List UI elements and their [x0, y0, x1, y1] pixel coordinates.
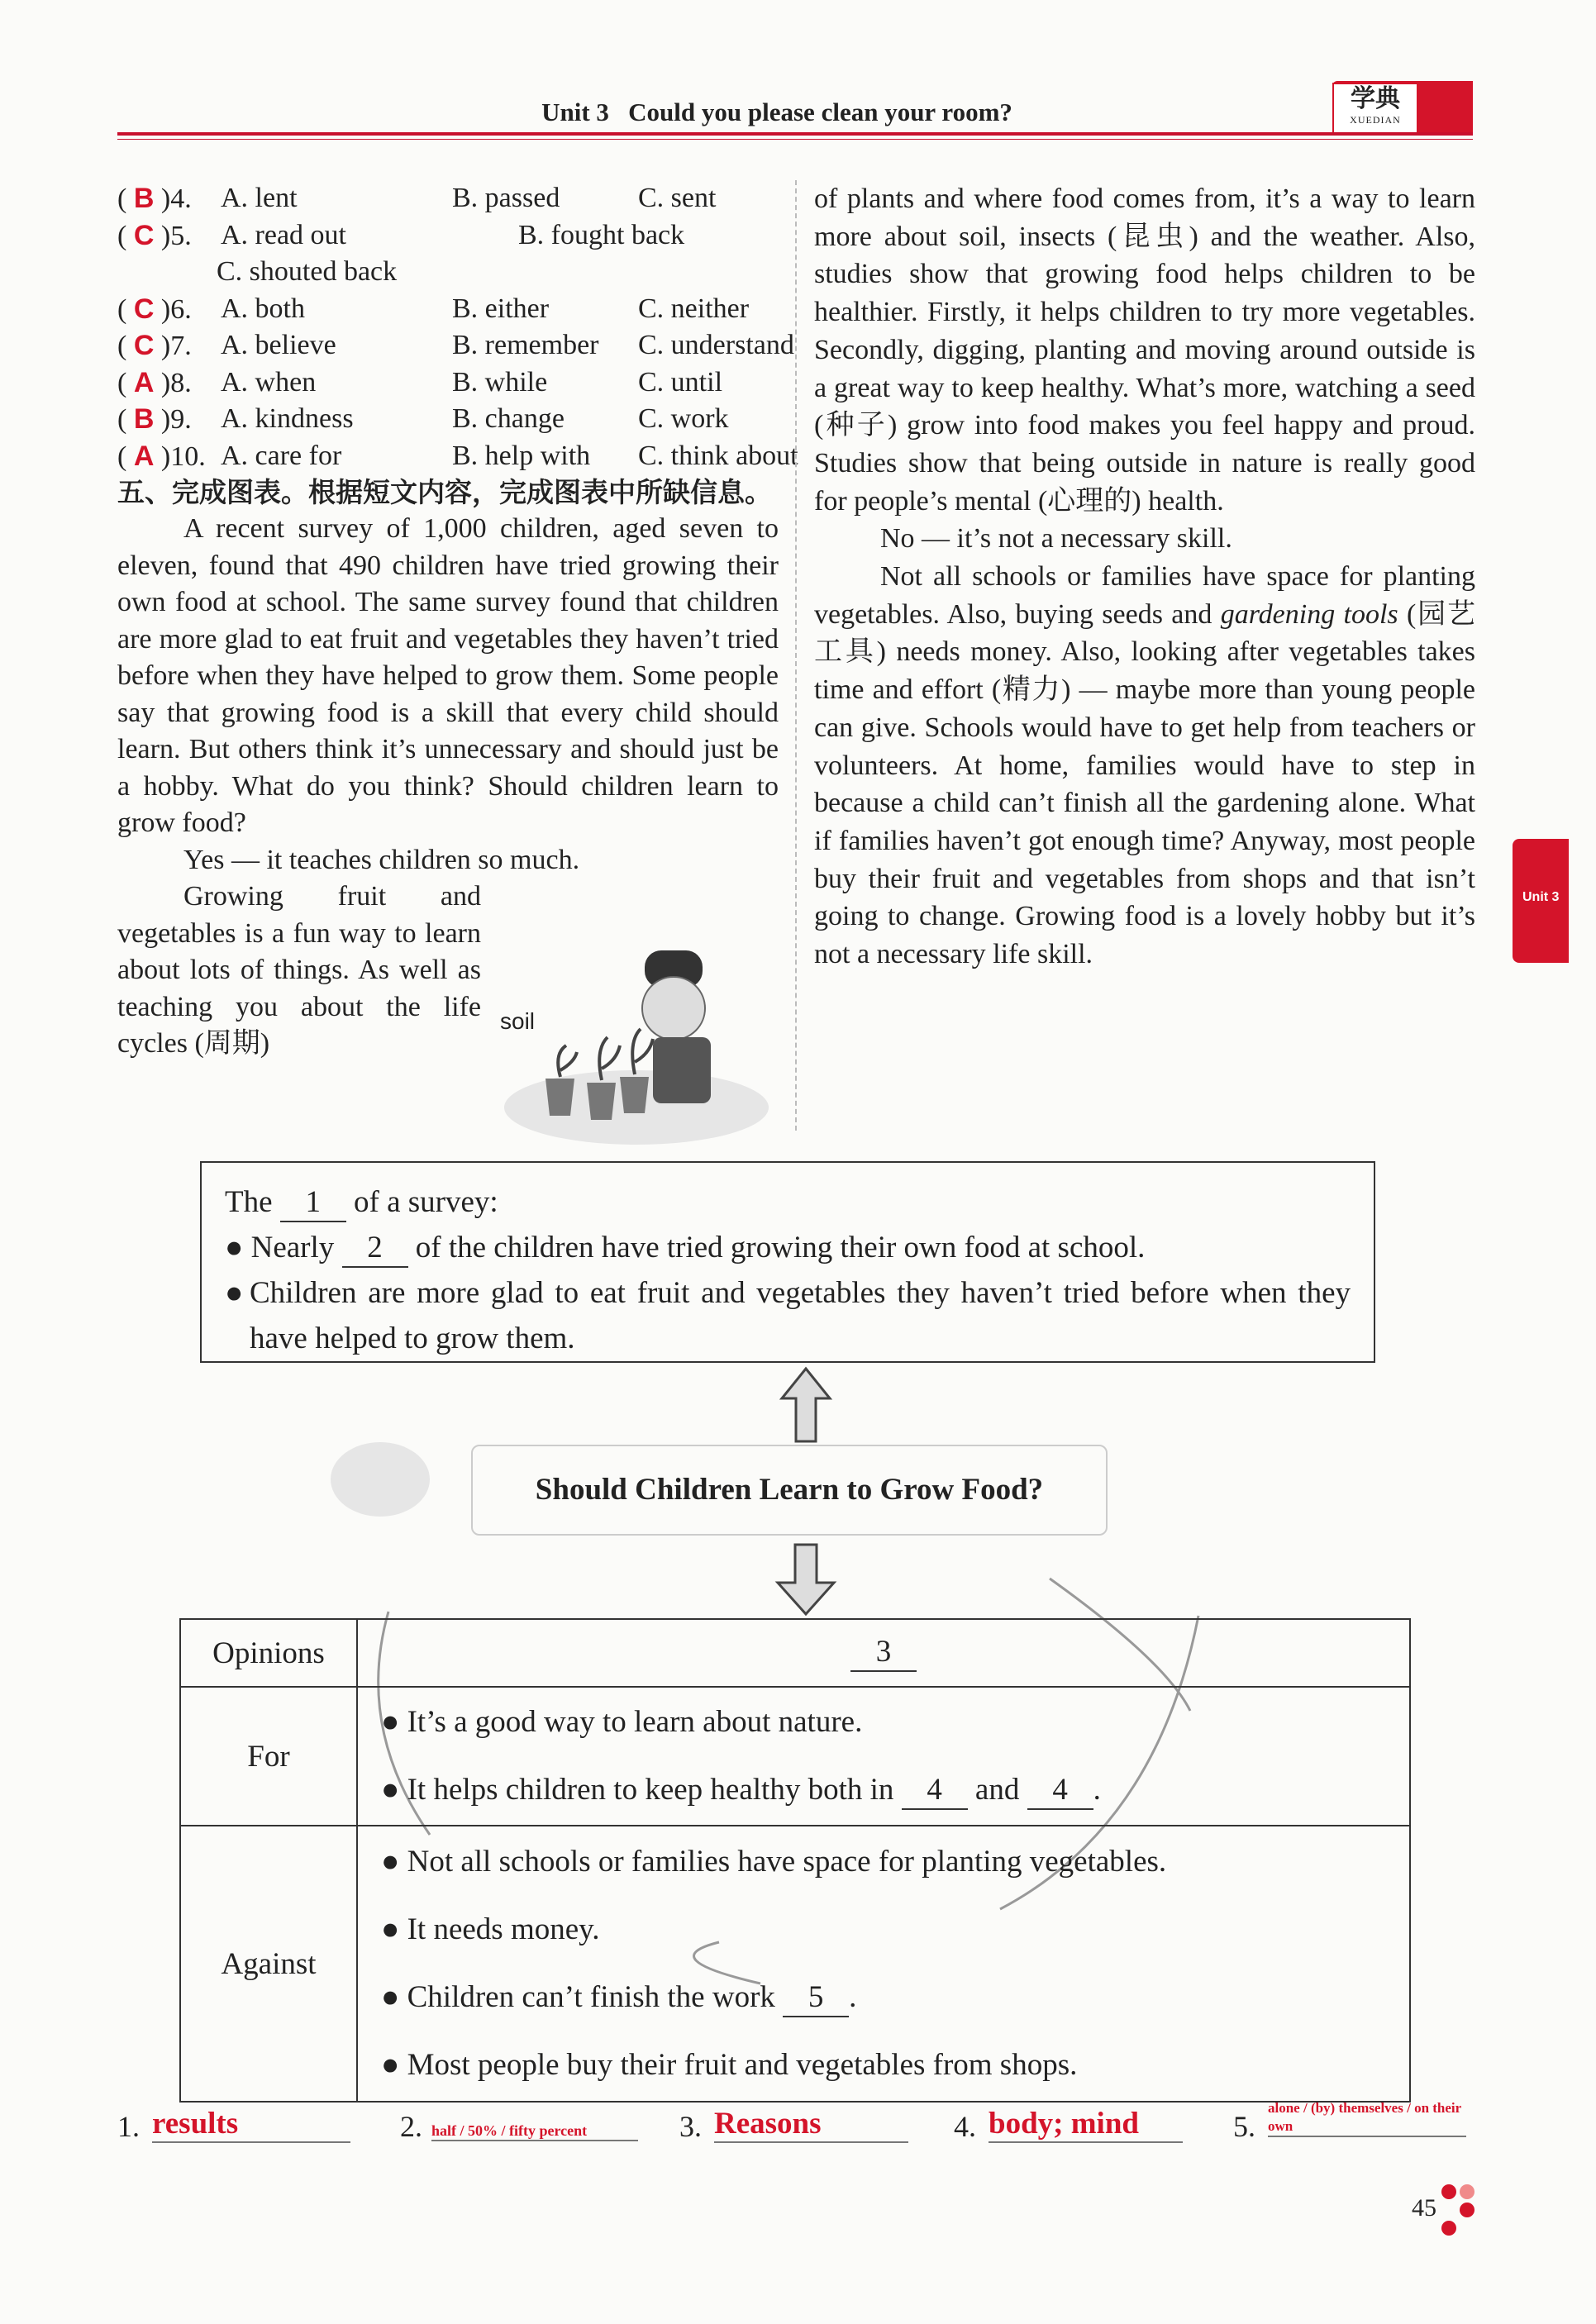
- survey-box-title: [225, 1179, 1351, 1225]
- question-answer: ( C )5.: [117, 219, 192, 251]
- question-answer: ( B )9.: [117, 403, 192, 435]
- question-option: C. neither: [638, 293, 750, 324]
- question-answer: ( B )4.: [117, 183, 192, 214]
- question-row: [117, 180, 779, 217]
- survey-text: Children are more glad to eat fruit and vegetables they haven’t tried before when they have helped to grow them.: [250, 1276, 1351, 1355]
- blank-3: 3: [850, 1634, 917, 1672]
- question-row: [117, 217, 779, 255]
- for-item: ● It helps children to keep healthy both in 4 and 4 .: [381, 1756, 1408, 1824]
- unit-side-tab-label: Unit 3: [1522, 890, 1560, 904]
- against-text: Children can’t finish the work: [407, 1980, 775, 2014]
- question-option: C. shouted back: [217, 256, 398, 287]
- passage-paragraph: Growing fruit and vegetables is a fun way to learn about lots of things. As well as teaching you about the life cycles (周期): [117, 881, 481, 1059]
- for-text: It helps children to keep healthy both in: [407, 1773, 894, 1807]
- against-text: It needs money.: [407, 1912, 600, 1946]
- question-option: B. while: [452, 366, 548, 398]
- for-label: For: [180, 1687, 357, 1826]
- survey-text: of a survey:: [354, 1185, 498, 1219]
- answer-number: 3.: [679, 2110, 702, 2143]
- against-item: ● It needs money.: [381, 1912, 600, 1946]
- answer-number: 5.: [1233, 2110, 1255, 2143]
- for-text: It’s a good way to learn about nature.: [407, 1705, 863, 1739]
- question-option: C. work: [638, 403, 729, 434]
- page-number: 45: [1412, 2194, 1436, 2222]
- question-row: [117, 364, 779, 402]
- answer-2: half / 50% / fifty percent: [431, 2122, 638, 2141]
- section-heading: 五、完成图表。根据短文内容，完成图表中所缺信息。: [117, 476, 772, 508]
- header-rule-thin: [117, 139, 1473, 140]
- answer-number: 1.: [117, 2110, 140, 2143]
- against-text: Most people buy their fruit and vegetables from shops.: [407, 2048, 1078, 2082]
- pot-icon: [620, 1077, 649, 1113]
- answer-number: 2.: [400, 2110, 422, 2143]
- blank-1: 1: [280, 1184, 346, 1222]
- header-rule: [117, 132, 1473, 136]
- question-option: C. think about: [638, 440, 798, 471]
- question-option: A. believe: [221, 330, 336, 360]
- answer-key-row: [117, 2099, 1481, 2157]
- plant-icon: [632, 1029, 653, 1074]
- question-row: [117, 401, 779, 438]
- question-row: [117, 291, 779, 328]
- opinions-label: Opinions: [180, 1619, 357, 1687]
- blank-5: 5: [783, 1979, 849, 2017]
- brand-logo-cn: 学典: [1351, 85, 1400, 112]
- right-column: [814, 180, 1475, 974]
- question-option: A. both: [221, 293, 305, 324]
- question-option: C. understand: [638, 330, 794, 360]
- plant-icon: [558, 1045, 577, 1077]
- against-item: ● Not all schools or families have space for planting vegetables.: [381, 1845, 1167, 1879]
- question-option: B. change: [452, 403, 565, 434]
- passage-subheading-no: No — it’s not a necessary skill.: [880, 523, 1232, 555]
- gardening-illustration: [496, 938, 773, 1145]
- question-option: C. sent: [638, 183, 717, 213]
- boy-body-icon: [653, 1037, 711, 1103]
- answer-number: 4.: [954, 2110, 976, 2143]
- question-list: [117, 180, 798, 474]
- answer-1: results: [152, 2106, 350, 2143]
- passage-paragraph: of plants and where food comes from, it’s a way to learn more about soil, insects (昆虫) and the weather. Also, studies show that growing food helps children to be healthier. Firstly, it helps children to try more vegetables. Secondly, digging, planting and moving around outside is a great way to keep healthy. What’s more, watching a seed (种子) grow into food makes you feel happy and proud. Studies show that being outside in nature is really good for people’s mental (心理的) health.: [814, 183, 1475, 517]
- unit-side-tab: [1513, 839, 1569, 963]
- for-text: and: [974, 1773, 1020, 1807]
- passage-text: Not all schools or families have space for planting vegetables. Also, buying seeds and: [814, 561, 1475, 630]
- question-option: A. when: [221, 366, 317, 398]
- decorative-dots-icon: [1434, 2182, 1484, 2248]
- survey-text: Nearly: [250, 1231, 335, 1264]
- pot-icon: [545, 1079, 574, 1116]
- against-label: Against: [180, 1826, 357, 2102]
- opinions-header-cell: [357, 1619, 1410, 1687]
- question-option: A. kindness: [221, 403, 354, 434]
- against-item: ● Most people buy their fruit and vegetables from shops.: [381, 2048, 1078, 2082]
- page-header-title: Unit 3 Could you please clean your room?: [541, 98, 1012, 126]
- question-answer: ( A )8.: [117, 366, 192, 398]
- chart-center-title: Should Children Learn to Grow Food?: [471, 1445, 1108, 1536]
- blank-4a: 4: [902, 1772, 968, 1810]
- against-cell: [357, 1826, 1410, 2102]
- left-column: [117, 180, 798, 1063]
- question-option: B. either: [452, 293, 550, 324]
- answer-3: Reasons: [714, 2106, 908, 2143]
- for-item: ● It’s a good way to learn about nature.: [381, 1705, 863, 1739]
- question-row: [117, 438, 798, 475]
- question-answer: ( C )7.: [117, 330, 192, 361]
- brand-logo-en: XUEDIAN: [1350, 114, 1401, 126]
- brand-logo: [1332, 83, 1418, 134]
- question-row: [117, 327, 794, 364]
- blank-4b: 4: [1027, 1772, 1093, 1810]
- question-option: A. care for: [221, 440, 342, 471]
- opinions-table: [179, 1618, 1411, 2103]
- pot-icon: [587, 1083, 616, 1120]
- question-row-continued: [117, 254, 779, 291]
- answer-4: body; mind: [989, 2106, 1183, 2143]
- question-option: A. read out: [221, 219, 347, 250]
- passage-paragraph: A recent survey of 1,000 children, aged seven to eleven, found that 490 children have tried growing their own food at school. The same survey found that children are more glad to eat fruit and vegetables they haven’t tried before when they have helped to grow them. Some people say that growing food is a skill that every child should learn. But others think it’s unnecessary and should just be a hobby. What do you think? Should children learn to grow food?: [117, 513, 779, 838]
- survey-bullet: ● Children are more glad to eat fruit and vegetables they haven’t tried before when they have helped to grow them.: [225, 1270, 1351, 1361]
- question-option: C. until: [638, 366, 723, 398]
- boy-face-icon: [642, 977, 705, 1040]
- against-text: Not all schools or families have space for planting vegetables.: [407, 1845, 1167, 1879]
- survey-bullet: ● Nearly 2 of the children have tried growing their own food at school.: [225, 1225, 1351, 1270]
- question-option: A. lent: [221, 183, 298, 213]
- question-option: B. fought back: [518, 219, 685, 250]
- for-cell: [357, 1687, 1410, 1826]
- question-option: B. passed: [452, 183, 560, 213]
- illustration-label: soil: [500, 1008, 536, 1034]
- passage-subheading-yes: Yes — it teaches children so much.: [183, 844, 580, 875]
- column-divider: [795, 180, 797, 1131]
- question-option: B. help with: [452, 440, 591, 471]
- passage-italic-term: gardening tools: [1220, 598, 1398, 630]
- question-answer: ( A )10.: [117, 440, 206, 472]
- survey-box: [200, 1161, 1375, 1363]
- question-option: B. remember: [452, 330, 599, 360]
- against-item: ● Children can’t finish the work 5 .: [381, 1964, 1408, 2031]
- question-answer: ( C )6.: [117, 293, 192, 325]
- passage-text: (园艺工具) needs money. Also, looking after vegetables takes time and effort (精力) — maybe more than young people can give. Schools would have to get help from teachers or volunteers. At home, families would have to step in because a child can’t finish all the gardening alone. What if families haven’t got enough time? Anyway, most people buy their fruit and vegetables from shops and that isn’t going to change. Growing food is a lovely hobby but it’s not a necessary life skill.: [814, 598, 1475, 970]
- survey-text: of the children have tried growing their own food at school.: [415, 1231, 1146, 1264]
- survey-text: The: [225, 1185, 273, 1219]
- passage-paragraph: [814, 558, 1475, 974]
- answer-5: alone / (by) themselves / on their own: [1268, 2099, 1466, 2137]
- blank-2: 2: [342, 1230, 408, 1268]
